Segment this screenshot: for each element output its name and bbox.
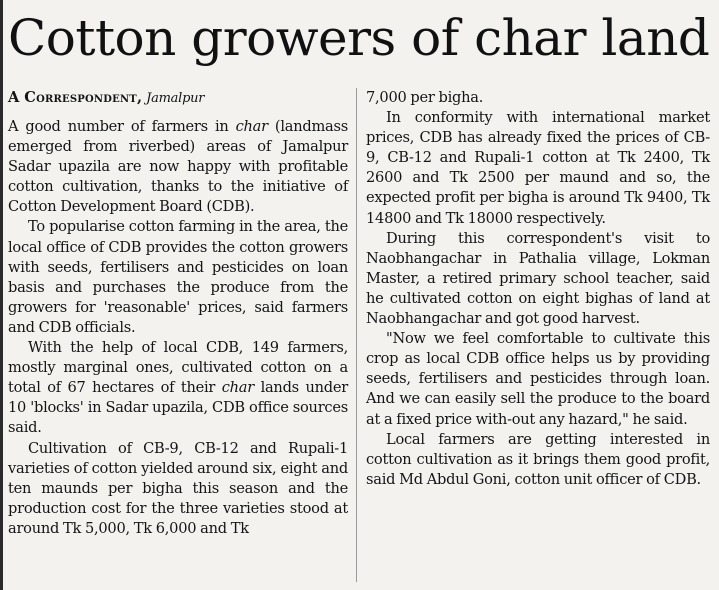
paragraph-text: With the help of local CDB, 149 farmers, mostly marginal ones, cultivated cotton on a total of 67 hectares of their (8, 339, 348, 397)
column-divider (356, 88, 357, 582)
paragraph (8, 338, 348, 438)
paragraph-text: lands under 10 'blocks' in Sadar upazila, CDB office sources said. (8, 379, 348, 437)
byline-author: A Correspondent, (8, 89, 143, 106)
article-column-right (366, 88, 710, 490)
headline: Cotton growers of char land (8, 9, 710, 67)
paragraph (8, 117, 348, 217)
paragraph: Local farmers are getting interested in cotton cultivation as it brings them good profit, said Md Abdul Goni, cotton unit officer of CDB. (366, 430, 710, 488)
byline (8, 88, 348, 109)
paragraph-text: (landmass emerged from riverbed) areas of Jamalpur Sadar upazila are now happy with profitable cotton cultivation, thanks to the initiative of Cotton Development Board (CDB). (8, 118, 348, 216)
italic-term: char (235, 118, 268, 135)
paragraph: Cultivation of CB-9, CB-12 and Rupali-1 varieties of cotton yielded around six, eight and ten maunds per bigha this season and the production cost for the three varieties stood at around Tk 5,000, Tk 6,000 and Tk (8, 439, 348, 537)
byline-location: Jamalpur (146, 91, 205, 106)
paragraph-continuation: 7,000 per bigha. (366, 89, 484, 106)
paragraph: "Now we feel comfortable to cultivate this crop as local CDB office helps us by providing seeds, fertilisers and pesticides through loan. And we can easily sell the produce to the board at a fixed price with-out any hazard," he said. (366, 330, 710, 428)
paragraph: During this correspondent's visit to Naobhangachar in Pathalia village, Lokman Master, a retired primary school teacher, said he cultivated cotton on eight bighas of land at Naobhangachar and got good harvest. (366, 229, 710, 328)
italic-term: char (221, 379, 254, 397)
clipping-left-border (0, 0, 3, 590)
article-column-left (8, 88, 348, 539)
paragraph: In conformity with international market prices, CDB has already fixed the prices of CB-9, CB-12 and Rupali-1 cotton at Tk 2400, Tk 2600 and Tk 2500 per maund and so, the expected profit per bigha is around Tk 9400, Tk 14800 and Tk 18000 respectively. (366, 109, 710, 227)
paragraph: To popularise cotton farming in the area, the local office of CDB provides the cotton growers with seeds, fertilisers and pesticides on loan basis and purchases the produce from the growers for 'reasonable' prices, said farmers and CDB officials. (8, 218, 348, 336)
paragraph-text: A good number of farmers in (8, 118, 236, 135)
